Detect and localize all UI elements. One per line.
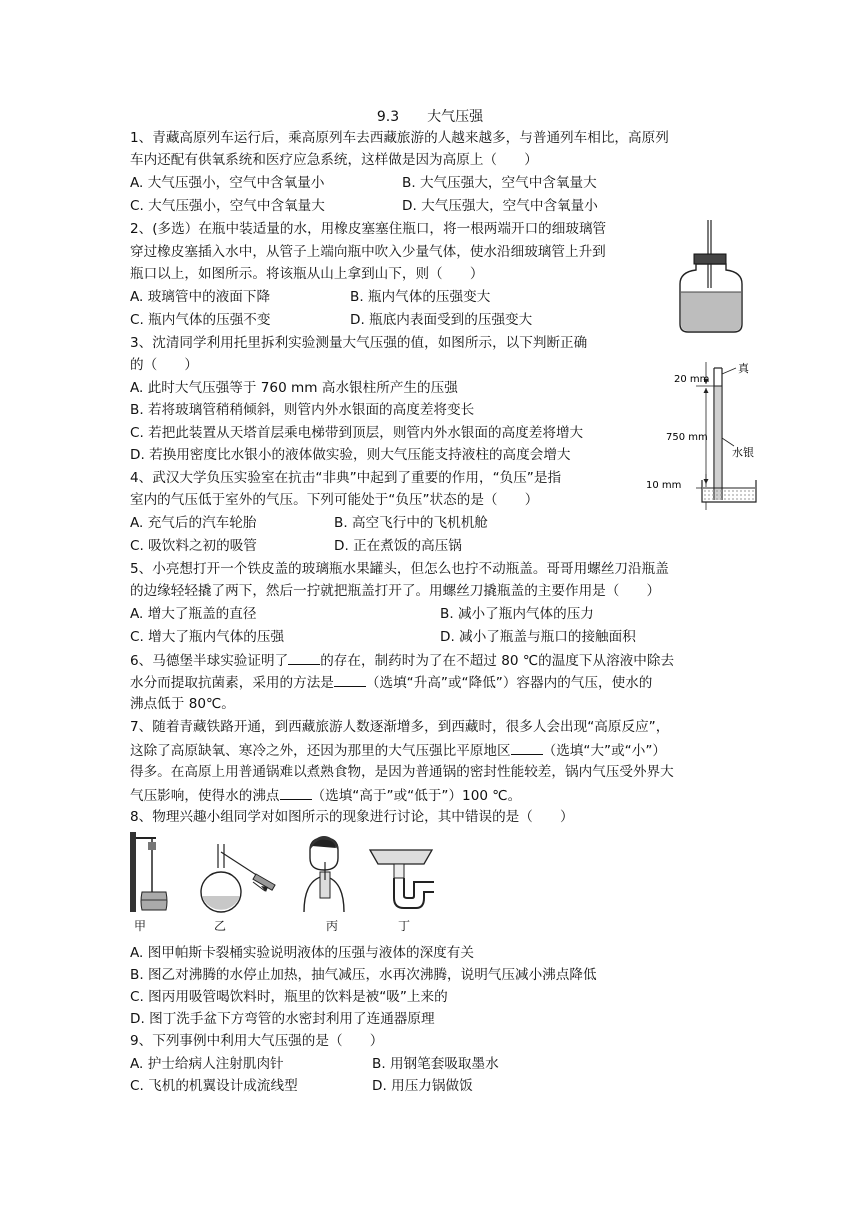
q8-option-d: D. 图丁洗手盆下方弯管的水密封利用了连通器原理 (130, 1011, 435, 1027)
q6-stem-line2 (130, 672, 652, 693)
q6-text-1a: 6、马德堡半球实验证明了 (130, 653, 289, 669)
label-10mm: 10 mm (646, 480, 682, 491)
q8-stem-line1: 8、物理兴趣小组同学对如图所示的现象进行讨论，其中错误的是（ ） (130, 809, 574, 825)
q5-option-c: C. 增大了瓶内气体的压强 (130, 629, 285, 645)
q8-option-b: B. 图乙对沸腾的水停止加热，抽气减压，水再次沸腾，说明气压减小沸点降低 (130, 967, 597, 983)
section-number: 9.3 (376, 109, 400, 125)
q7-text-2b: （选填“大”或“小”） (542, 743, 666, 759)
caption-yi: 乙 (214, 919, 227, 933)
q6-text-2a: 水分而提取抗菌素，采用的方法是 (130, 675, 334, 691)
q9-option-d: D. 用压力锅做饭 (372, 1078, 473, 1094)
bottle-figure (676, 218, 748, 336)
q1-option-b: B. 大气压强大，空气中含氧量大 (402, 175, 597, 191)
q6-blank-1[interactable] (288, 650, 320, 665)
torricelli-figure (644, 360, 764, 510)
q4-option-b: B. 高空飞行中的飞机机舱 (334, 515, 488, 531)
q4-option-d: D. 正在煮饭的高压锅 (334, 538, 462, 554)
q1-option-c: C. 大气压强小，空气中含氧量大 (130, 198, 325, 214)
figure-bing-straw (296, 836, 352, 914)
q8-option-a: A. 图甲帕斯卡裂桶实验说明液体的压强与液体的深度有关 (130, 945, 474, 961)
q7-text-2a: 这除了高原缺氧、寒冷之外，还因为那里的大气压强比平原地区 (130, 743, 511, 759)
q3-option-b: B. 若将玻璃管稍稍倾斜，则管内外水银面的高度差将变长 (130, 402, 475, 418)
label-20mm: 20 mm (674, 374, 710, 385)
q1-stem-line1: 1、青藏高原列车运行后，乘高原列车去西藏旅游的人越来越多，与普通列车相比，高原列 (130, 130, 669, 146)
label-mercury: 水银 (732, 446, 754, 459)
figure-jia-barrel (130, 832, 174, 912)
q3-stem-line2: 的（ ） (130, 357, 198, 373)
q9-option-c: C. 飞机的机翼设计成流线型 (130, 1078, 298, 1094)
figure-yi-flask (198, 844, 288, 916)
q2-option-b: B. 瓶内气体的压强变大 (350, 289, 491, 305)
q9-stem-line1: 9、下列事例中利用大气压强的是（ ） (130, 1033, 384, 1049)
q9-option-a: A. 护士给病人注射肌肉针 (130, 1056, 284, 1072)
q2-stem-line2: 穿过橡皮塞插入水中，从管子上端向瓶中吹入少量气体，使水沿细玻璃管上升到 (130, 244, 606, 260)
page-title (0, 106, 860, 126)
q4-stem-line1: 4、武汉大学负压实验室在抗击“非典”中起到了重要的作用，“负压”是指 (130, 470, 562, 486)
q4-option-c: C. 吸饮料之初的吸管 (130, 538, 257, 554)
q7-stem-line3: 得多。在高原上用普通锅难以煮熟食物，是因为普通锅的密封性能较差，锅内气压受外界大 (130, 764, 674, 780)
q4-stem-line2: 室内的气压低于室外的气压。下列可能处于“负压”状态的是（ ） (130, 492, 539, 508)
label-750mm: 750 mm (666, 432, 708, 443)
q5-stem-line1: 5、小亮想打开一个铁皮盖的玻璃瓶水果罐头，但怎么也拧不动瓶盖。哥哥用螺丝刀沿瓶盖 (130, 561, 669, 577)
label-vacuum: 真 (738, 362, 749, 375)
q6-stem-line3: 沸点低于 80℃。 (130, 696, 235, 712)
q4-option-a: A. 充气后的汽车轮胎 (130, 515, 257, 531)
q5-option-d: D. 减小了瓶盖与瓶口的接触面积 (440, 629, 636, 645)
caption-bing: 丙 (326, 919, 339, 933)
q7-stem-line1: 7、随着青藏铁路开通，到西藏旅游人数逐渐增多，到西藏时，很多人会出现“高原反应”， (130, 719, 670, 735)
q3-stem-line1: 3、沈清同学利用托里拆利实验测量大气压强的值，如图所示，以下判断正确 (130, 335, 588, 351)
q6-text-1b: 的存在，制药时为了在不超过 80 ℃的温度下从溶液中除去 (320, 653, 675, 669)
caption-ding: 丁 (398, 919, 411, 933)
q8-option-c: C. 图丙用吸管喝饮料时，瓶里的饮料是被“吸”上来的 (130, 989, 448, 1005)
q6-blank-2[interactable] (334, 672, 366, 687)
section-title: 大气压强 (427, 109, 484, 125)
q7-text-4a: 气压影响，使得水的沸点 (130, 788, 280, 804)
q3-option-d: D. 若换用密度比水银小的液体做实验，则大气压能支持液柱的高度会增大 (130, 447, 571, 463)
q2-option-d: D. 瓶底内表面受到的压强变大 (350, 312, 533, 328)
q2-option-a: A. 玻璃管中的液面下降 (130, 289, 271, 305)
q7-stem-line2 (130, 740, 666, 761)
q7-stem-line4 (130, 785, 521, 806)
q3-option-c: C. 若把此装置从天塔首层乘电梯带到顶层，则管内外水银面的高度差将增大 (130, 425, 584, 441)
q3-option-a: A. 此时大气压强等于 760 mm 高水银柱所产生的压强 (130, 380, 458, 396)
q2-stem-line3: 瓶口以上，如图所示。将该瓶从山上拿到山下，则（ ） (130, 266, 484, 282)
q5-stem-line2: 的边缘轻轻撬了两下，然后一拧就把瓶盖打开了。用螺丝刀撬瓶盖的主要作用是（ ） (130, 583, 661, 599)
q6-text-2b: （选填“升高”或“降低”）容器内的气压，使水的 (365, 675, 653, 691)
q1-option-d: D. 大气压强大，空气中含氧量小 (402, 198, 598, 214)
figure-ding-sink (368, 848, 434, 914)
q2-option-c: C. 瓶内气体的压强不变 (130, 312, 271, 328)
q7-blank-2[interactable] (280, 785, 312, 800)
q9-option-b: B. 用钢笔套吸取墨水 (372, 1056, 499, 1072)
q5-option-b: B. 减小了瓶内气体的压力 (440, 606, 594, 622)
q7-text-4b: （选填“高于”或“低于”）100 ℃。 (311, 788, 522, 804)
q7-blank-1[interactable] (511, 740, 543, 755)
q1-stem-line2: 车内还配有供氧系统和医疗应急系统，这样做是因为高原上（ ） (130, 152, 538, 168)
caption-jia: 甲 (134, 919, 147, 933)
q1-option-a: A. 大气压强小，空气中含氧量小 (130, 175, 325, 191)
q2-stem-line1: 2、(多选）在瓶中装适量的水，用橡皮塞塞住瓶口，将一根两端开口的细玻璃管 (130, 221, 607, 237)
q5-option-a: A. 增大了瓶盖的直径 (130, 606, 257, 622)
q6-stem-line1 (130, 650, 674, 671)
